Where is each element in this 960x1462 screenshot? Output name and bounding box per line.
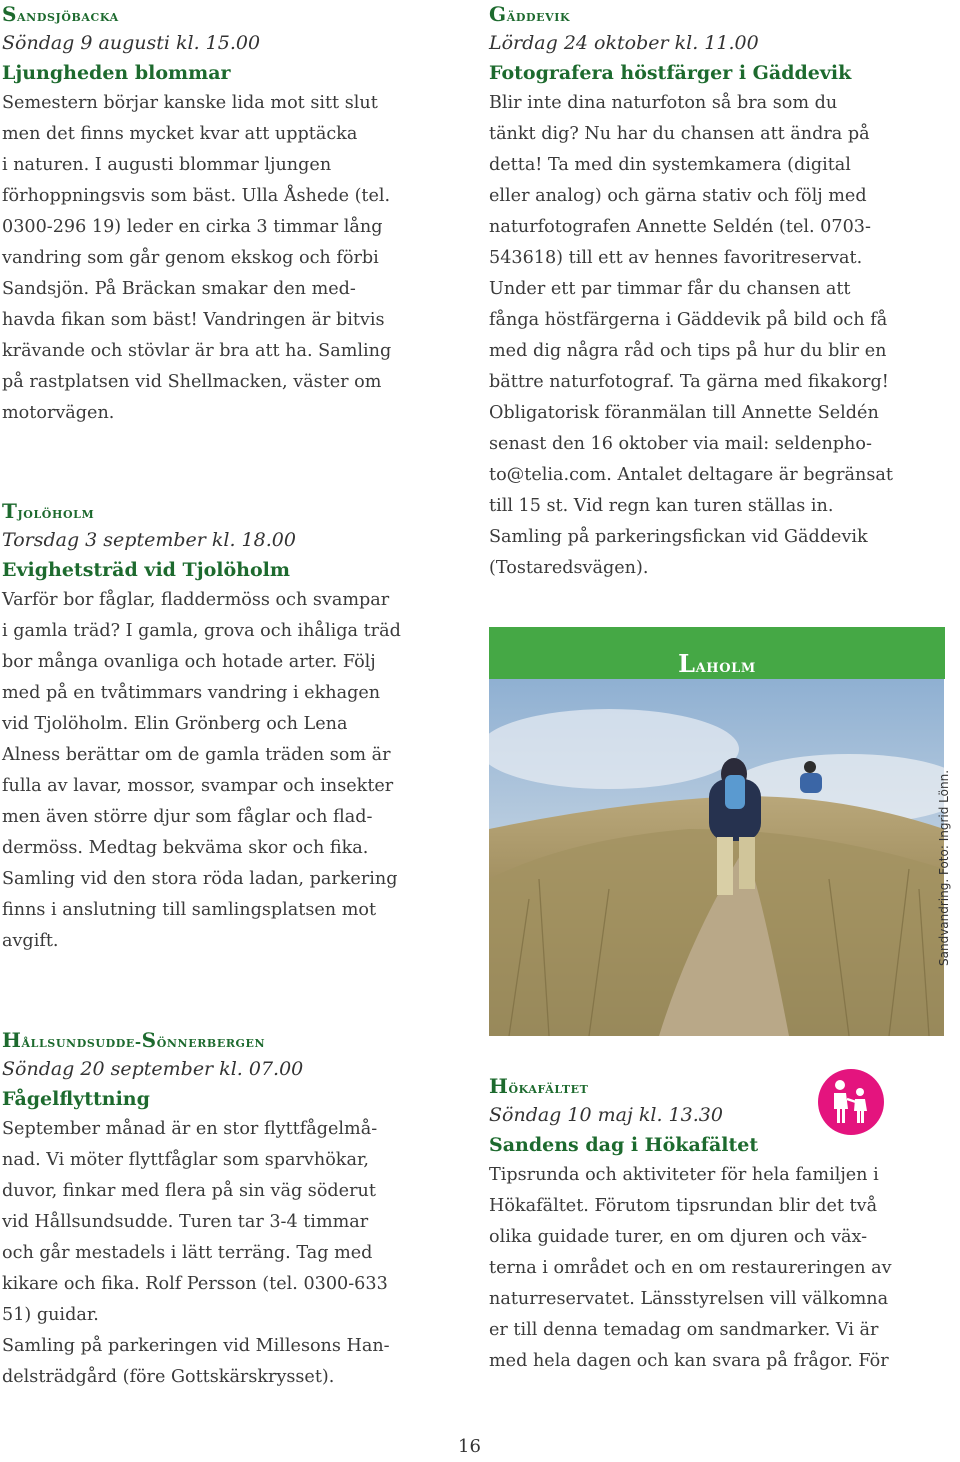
body-line: med på en tvåtimmars vandring i ekhagen xyxy=(2,683,381,703)
body-line: i gamla träd? I gamla, grova och ihåliga träd xyxy=(2,621,401,641)
section-tjoloholm xyxy=(2,499,452,957)
body-line: duvor, finkar med flera på sin väg söderut xyxy=(2,1181,376,1201)
body-line: bor många ovanliga och hotade arter. Följ xyxy=(2,652,376,672)
body-line: olika guidade turer, en om djuren och väx- xyxy=(489,1227,868,1247)
place-heading: Sandsjöbacka xyxy=(2,2,119,26)
place-heading: Gäddevik xyxy=(489,2,571,26)
body-line: nad. Vi möter flyttfåglar som sparvhökar, xyxy=(2,1150,370,1170)
event-date: Lördag 24 oktober kl. 11.00 xyxy=(489,32,759,54)
body-line: fulla av lavar, mossor, svampar och insekter xyxy=(2,776,394,796)
body-line: Under ett par timmar får du chansen att xyxy=(489,279,851,299)
event-body xyxy=(2,1114,452,1393)
body-line: Hökafältet. Förutom tipsrundan blir det två xyxy=(489,1196,878,1216)
body-line: naturreservatet. Länsstyrelsen vill välkomna xyxy=(489,1289,889,1309)
body-line: och går mestadels i lätt terräng. Tag med xyxy=(2,1243,373,1263)
event-date: Torsdag 3 september kl. 18.00 xyxy=(2,529,296,551)
place-heading: Hökafältet xyxy=(489,1074,589,1098)
body-line: vid Tjolöholm. Elin Grönberg och Lena xyxy=(2,714,348,734)
body-line: eller analog) och gärna stativ och följ med xyxy=(489,186,867,206)
photo-illustration xyxy=(489,679,944,1036)
body-line: motorvägen. xyxy=(2,403,115,423)
body-line: krävande och stövlar är bra att ha. Samling xyxy=(2,341,392,361)
event-date: Söndag 10 maj kl. 13.30 xyxy=(489,1104,723,1126)
body-line: vid Hållsundsudde. Turen tar 3-4 timmar xyxy=(2,1212,369,1232)
event-body xyxy=(2,585,452,957)
body-line: delsträdgård (före Gottskärskrysset). xyxy=(2,1367,335,1387)
body-line: er till denna temadag om sandmarker. Vi är xyxy=(489,1320,879,1340)
body-line: senast den 16 oktober via mail: seldenpho- xyxy=(489,434,872,454)
region-banner-laholm xyxy=(489,627,945,679)
body-line: detta! Ta med din systemkamera (digital xyxy=(489,155,851,175)
dune-hiking-photo xyxy=(489,679,944,1036)
section-hallsundsudde xyxy=(2,1028,452,1393)
body-line: havda fikan som bäst! Vandringen är bitvis xyxy=(2,310,385,330)
event-body xyxy=(489,88,944,584)
place-heading: Tjolöholm xyxy=(2,499,95,523)
body-line: dermöss. Medtag bekväma skor och fika. xyxy=(2,838,369,858)
body-line: Samling på parkeringsfickan vid Gäddevik xyxy=(489,527,868,547)
body-line: med dig några råd och tips på hur du blir en xyxy=(489,341,887,361)
body-line: fånga höstfärgerna i Gäddevik på bild och få xyxy=(489,310,888,330)
event-date: Söndag 9 augusti kl. 15.00 xyxy=(2,32,261,54)
body-line: till 15 st. Vid regn kan turen ställas in. xyxy=(489,496,834,516)
body-line: Samling vid den stora röda ladan, parkering xyxy=(2,869,398,889)
event-title: Fågelflyttning xyxy=(2,1088,150,1110)
body-line: naturfotografen Annette Seldén (tel. 0703- xyxy=(489,217,871,237)
body-line: förhoppningsvis som bäst. Ulla Åshede (tel. xyxy=(2,186,391,206)
body-line: kikare och fika. Rolf Persson (tel. 0300-633 xyxy=(2,1274,388,1294)
body-line: 0300-296 19) leder en cirka 3 timmar lång xyxy=(2,217,383,237)
place-heading: Hållsundsudde-Sönnerbergen xyxy=(2,1028,266,1052)
body-line: Samling på parkeringen vid Millesons Han- xyxy=(2,1336,390,1356)
body-line: men det finns mycket kvar att upptäcka xyxy=(2,124,358,144)
region-banner-label: Laholm xyxy=(678,649,756,678)
body-line: September månad är en stor flyttfågelmå- xyxy=(2,1119,378,1139)
body-line: Semestern börjar kanske lida mot sitt slut xyxy=(2,93,378,113)
body-line: to@telia.com. Antalet deltagare är begränsat xyxy=(489,465,893,485)
body-line: Blir inte dina naturfoton så bra som du xyxy=(489,93,838,113)
body-line: finns i anslutning till samlingsplatsen mot xyxy=(2,900,377,920)
body-line: på rastplatsen vid Shellmacken, väster om xyxy=(2,372,382,392)
body-line: med hela dagen och kan svara på frågor. För xyxy=(489,1351,889,1371)
family-icon xyxy=(818,1069,884,1135)
page-number: 16 xyxy=(458,1436,481,1457)
event-title: Sandens dag i Hökafältet xyxy=(489,1134,759,1156)
body-line: terna i området och en om restaureringen av xyxy=(489,1258,892,1278)
body-line: 51) guidar. xyxy=(2,1305,99,1325)
event-date: Söndag 20 september kl. 07.00 xyxy=(2,1058,304,1080)
event-body xyxy=(489,1160,944,1377)
body-line: (Tostaredsvägen). xyxy=(489,558,649,578)
body-line: vandring som går genom ekskog och förbi xyxy=(2,248,379,268)
body-line: men även större djur som fåglar och flad- xyxy=(2,807,373,827)
event-body xyxy=(2,88,452,429)
body-line: Alness berättar om de gamla träden som är xyxy=(2,745,391,765)
section-sandsjobacka xyxy=(2,2,452,429)
body-line: tänkt dig? Nu har du chansen att ändra på xyxy=(489,124,870,144)
section-gaddevik xyxy=(489,2,944,584)
body-line: avgift. xyxy=(2,931,59,951)
event-title: Evighetsträd vid Tjolöholm xyxy=(2,559,290,581)
body-line: Obligatorisk föranmälan till Annette Seldén xyxy=(489,403,879,423)
event-title: Fotografera höstfärger i Gäddevik xyxy=(489,62,852,84)
body-line: 543618) till ett av hennes favoritreservat. xyxy=(489,248,863,268)
body-line: Tipsrunda och aktiviteter för hela familjen i xyxy=(489,1165,879,1185)
event-title: Ljungheden blommar xyxy=(2,62,231,84)
body-line: i naturen. I augusti blommar ljungen xyxy=(2,155,332,175)
body-line: Varför bor fåglar, fladdermöss och svampar xyxy=(2,590,390,610)
photo-credit: Sandvandring. Foto: Ingrid Lönn. xyxy=(937,769,951,966)
body-line: Sandsjön. På Bräckan smakar den med- xyxy=(2,279,356,299)
body-line: bättre naturfotograf. Ta gärna med fikakorg! xyxy=(489,372,889,392)
